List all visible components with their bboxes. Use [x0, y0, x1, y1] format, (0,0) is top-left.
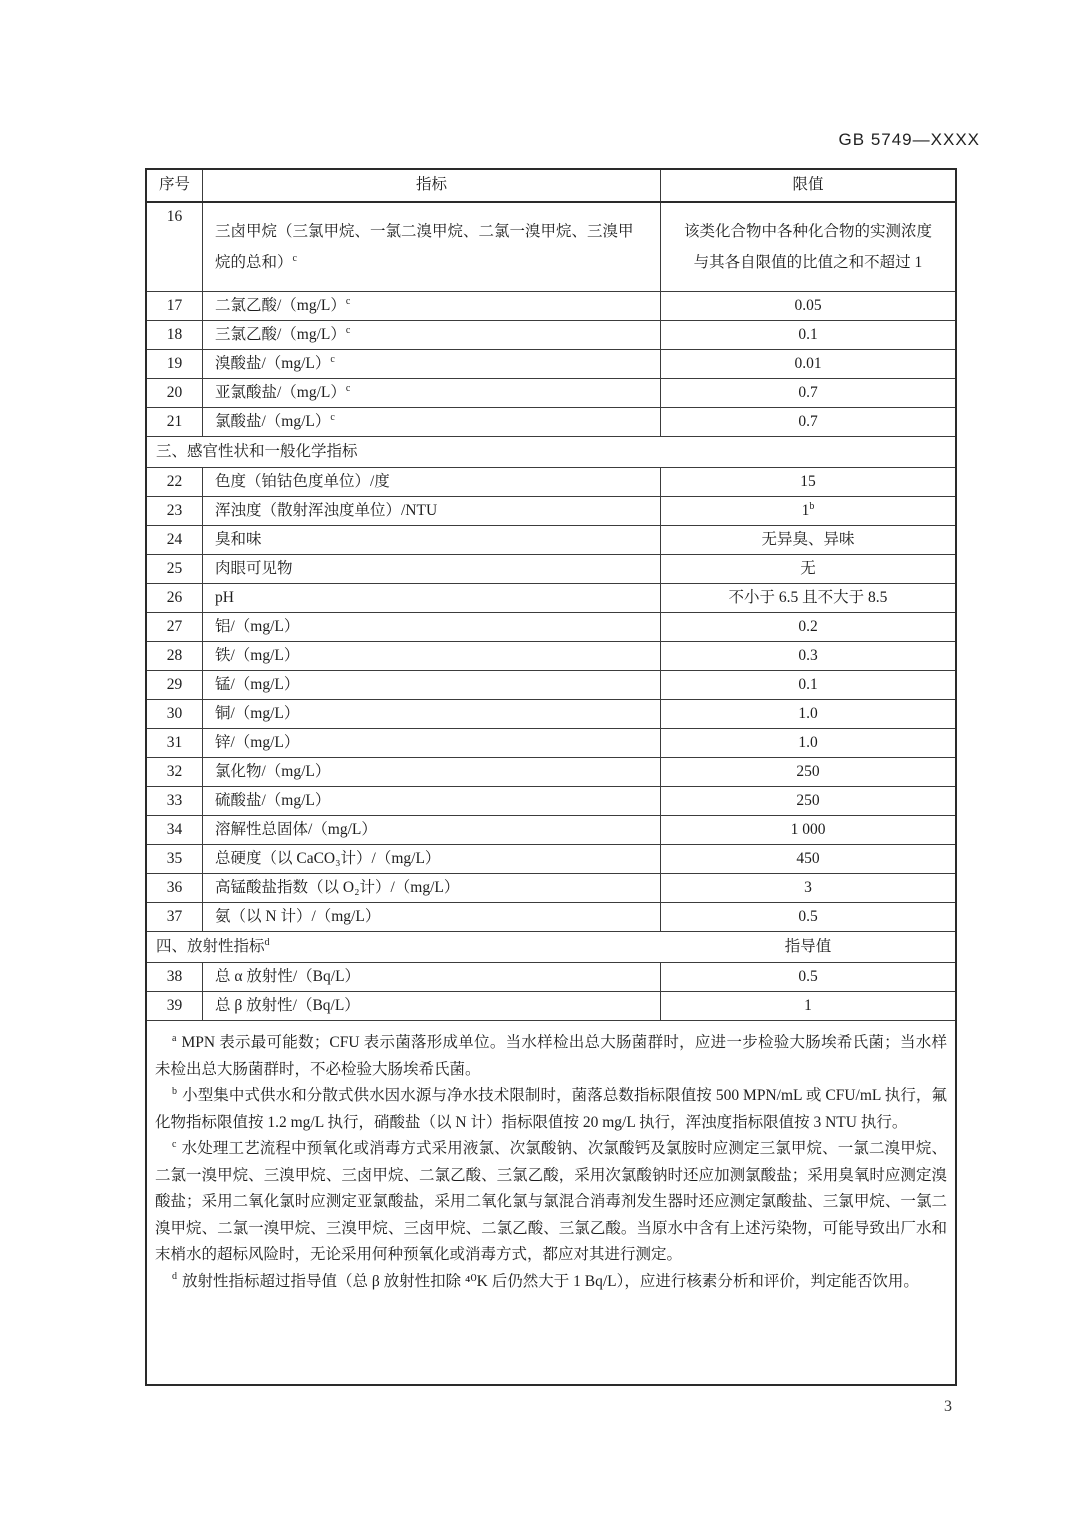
- indicator-cell: 总 β 放射性/（Bq/L）: [203, 992, 661, 1020]
- footnote-ref-sup: c: [345, 382, 351, 394]
- limit-cell: 0.7: [798, 413, 818, 430]
- footnote: $^a$ MPN 表示最可能数；CFU 表示菌落形成单位。当水样检出总大肠菌群时，应进一步检验大肠埃希氏菌；当水样未检出总大肠菌群时，不必检验大肠埃希氏菌。: [155, 1032, 947, 1078]
- column-header-limit: 限值: [792, 176, 824, 193]
- limit-cell: 0.2: [798, 618, 818, 635]
- row-number-cell: 22: [147, 468, 203, 496]
- indicator-cell: 亚氯酸盐$/(mg/L)^c$: [203, 379, 661, 407]
- footnote-ref-sup: a: [172, 1032, 177, 1044]
- footnote: $^b$ 小型集中式供水和分散式供水因水源与净水技术限制时，菌落总数指标限值按 500 MPN/mL 或 CFU/mL 执行，氟化物指标限值按 1.2 mg/L 执行，硝酸盐（以 N 计）指标限值按 20 mg/L 执行，浑浊度指标限值按 3 NTU 执行。: [155, 1085, 947, 1131]
- limit-cell: 450: [796, 850, 820, 867]
- footnote-ref-sup: b: [809, 500, 815, 512]
- indicator-cell: 锌/（mg/L）: [203, 729, 661, 757]
- indicator-cell: pH: [203, 584, 661, 612]
- indicator-cell: 色度（铂钴色度单位）/度: [203, 468, 661, 496]
- limit-cell: 0.5: [798, 968, 818, 985]
- indicator-cell: 肉眼可见物: [203, 555, 661, 583]
- limit-cell: 15: [800, 473, 816, 490]
- limit-line: 该类化合物中各种化合物的实测浓度: [683, 223, 932, 240]
- footnote-ref-sup: c: [292, 252, 297, 264]
- indicator-cell: 三氯乙酸$/(mg/L)^c$: [203, 321, 661, 349]
- footnote-ref-sup: c: [345, 324, 351, 336]
- row-number-cell: 33: [147, 787, 203, 815]
- table-row: [147, 758, 955, 787]
- footnote-ref-sup: c: [172, 1138, 177, 1150]
- row-number-cell: 36: [147, 874, 203, 902]
- table-row: [147, 613, 955, 642]
- footnote-ref-sup: b: [172, 1085, 178, 1097]
- table-row: [147, 845, 955, 874]
- row-number-cell: 31: [147, 729, 203, 757]
- row-number-cell: 34: [147, 816, 203, 844]
- indicator-cell: 铝/（mg/L）: [203, 613, 661, 641]
- limit-cell: [661, 203, 955, 291]
- row-number-cell: 19: [147, 350, 203, 378]
- limit-cell: 250: [796, 792, 820, 809]
- footnote: $^d$ 放射性指标超过指导值（总 β 放射性扣除 ⁴⁰K 后仍然大于 1 Bq/L），应进行核素分析和评价，判定能否饮用。: [172, 1271, 919, 1290]
- row-number-cell: 24: [147, 526, 203, 554]
- limit-cell: 1$^b$: [801, 500, 815, 519]
- table-row: [147, 816, 955, 845]
- table-row: [147, 903, 955, 932]
- table-row: [147, 642, 955, 671]
- row-number-cell: 39: [147, 992, 203, 1020]
- indicator-cell: 锰/（mg/L）: [203, 671, 661, 699]
- row-number-cell: 35: [147, 845, 203, 873]
- footnote-ref-sup: d: [264, 936, 270, 948]
- limit-cell: 0.1: [798, 676, 818, 693]
- table-header-row: [147, 170, 955, 203]
- indicator-cell: 溶解性总固体/（mg/L）: [203, 816, 661, 844]
- table-row: [147, 379, 955, 408]
- standards-table: [145, 168, 957, 1386]
- limit-cell: 1.0: [798, 705, 818, 722]
- limit-cell: 0.7: [798, 384, 818, 401]
- limit-cell: 0.5: [798, 908, 818, 925]
- footnote-ref-sup: c: [345, 295, 351, 307]
- section-label: 三、感官性状和一般化学指标: [156, 443, 358, 460]
- limit-cell: 3: [804, 879, 812, 896]
- footnote-ref-sup: d: [172, 1271, 178, 1283]
- section-label: 四、放射性指标$^d$: [156, 936, 270, 955]
- table-row: [147, 584, 955, 613]
- row-number-cell: 17: [147, 292, 203, 320]
- table-row: [147, 729, 955, 758]
- indicator-cell: 浑浊度（散射浑浊度单位）/NTU: [203, 497, 661, 525]
- table-section-row: [147, 932, 955, 963]
- table-row: [147, 350, 955, 379]
- row-number-cell: 23: [147, 497, 203, 525]
- limit-cell: 无: [800, 560, 816, 577]
- footnote-ref-sup: c: [330, 353, 335, 365]
- limit-cell: 无异臭、异味: [761, 531, 855, 548]
- table-row: [147, 874, 955, 903]
- limit-cell: 1.0: [798, 734, 818, 751]
- limit-cell: 1: [804, 997, 812, 1014]
- table-row: [147, 992, 955, 1021]
- row-number-cell: 27: [147, 613, 203, 641]
- indicator-cell: 氯酸盐$/(mg/L)^c$: [203, 408, 661, 436]
- indicator-cell: 二氯乙酸$/(mg/L)^c$: [203, 292, 661, 320]
- indicator-cell: 氯化物/（mg/L）: [203, 758, 661, 786]
- row-number-cell: 20: [147, 379, 203, 407]
- row-number-cell: 25: [147, 555, 203, 583]
- row-number-cell: 16: [147, 203, 203, 291]
- row-number-cell: 18: [147, 321, 203, 349]
- indicator-cell: 总 α 放射性/（Bq/L）: [203, 963, 661, 991]
- page-number: 3: [944, 1398, 952, 1415]
- indicator-cell: 总硬度（以 CaCO₃计）/（mg/L）: [203, 845, 661, 873]
- table-row: [147, 787, 955, 816]
- limit-cell: 250: [796, 763, 820, 780]
- row-number-cell: 26: [147, 584, 203, 612]
- limit-cell: 不小于 6.5 且不大于 8.5: [728, 589, 888, 606]
- limit-line: 与其各自限值的比值之和不超过 1: [693, 254, 923, 271]
- indicator-cell: 溴酸盐$/(mg/L)^c$: [203, 350, 661, 378]
- indicator-cell: 硫酸盐/（mg/L）: [203, 787, 661, 815]
- table-section-row: [147, 437, 955, 468]
- column-header-indicator: 指标: [203, 170, 661, 201]
- indicator-cell: 氨（以 N 计）/（mg/L）: [203, 903, 661, 931]
- table-row: [147, 671, 955, 700]
- row-number-cell: 37: [147, 903, 203, 931]
- indicator-cell: 铁/（mg/L）: [203, 642, 661, 670]
- row-number-cell: 29: [147, 671, 203, 699]
- limit-cell: 0.3: [798, 647, 818, 664]
- table-row: [147, 203, 955, 292]
- column-header-number: 序号: [147, 170, 203, 201]
- row-number-cell: 32: [147, 758, 203, 786]
- row-number-cell: 30: [147, 700, 203, 728]
- table-row: [147, 468, 955, 497]
- footnote-ref-sup: c: [330, 411, 335, 423]
- limit-cell: 0.1: [798, 326, 818, 343]
- table-row: [147, 963, 955, 992]
- table-row: [147, 526, 955, 555]
- indicator-cell: 高锰酸盐指数（以 O₂计）/（mg/L）: [203, 874, 661, 902]
- limit-cell: 1 000: [790, 821, 826, 838]
- section-right-label: 指导值: [784, 938, 832, 955]
- row-number-cell: 28: [147, 642, 203, 670]
- table-row: [147, 408, 955, 437]
- indicator-cell: 臭和味: [203, 526, 661, 554]
- table-row: [147, 497, 955, 526]
- standards-table-body: [147, 203, 955, 1021]
- indicator-cell: 三卤甲烷（三氯甲烷、一氯二溴甲烷、二氯一溴甲烷、三溴甲烷的总和）$^c$: [203, 203, 661, 291]
- table-row: [147, 321, 955, 350]
- indicator-cell: 铜/（mg/L）: [203, 700, 661, 728]
- row-number-cell: 21: [147, 408, 203, 436]
- footnotes: [147, 1021, 955, 1384]
- footnote: $^c$ 水处理工艺流程中预氧化或消毒方式采用液氯、次氯酸钠、次氯酸钙及氯胺时应测定三氯甲烷、一氯二溴甲烷、二氯一溴甲烷、三溴甲烷、三卤甲烷、二氯乙酸、三氯乙酸，采用次氯酸钠时还应加测氯酸盐；采用臭氧时应测定溴酸盐；采用二氧化氯时应测定亚氯酸盐，采用二氧化氯与氯混合消毒剂发生器时还应测定氯酸盐、三氯甲烷、一氯二溴甲烷、二氯一溴甲烷、三溴甲烷、三卤甲烷、二氯乙酸、三氯乙酸。当原水中含有上述污染物，可能导致出厂水和末梢水的超标风险时，无论采用何种预氧化或消毒方式，都应对其进行测定。: [155, 1138, 947, 1263]
- table-row: [147, 555, 955, 584]
- table-row: [147, 700, 955, 729]
- row-number-cell: 38: [147, 963, 203, 991]
- standard-code-header: GB 5749—XXXX: [838, 130, 980, 149]
- limit-cell: 0.01: [794, 355, 822, 372]
- limit-cell: 0.05: [794, 297, 822, 314]
- table-row: [147, 292, 955, 321]
